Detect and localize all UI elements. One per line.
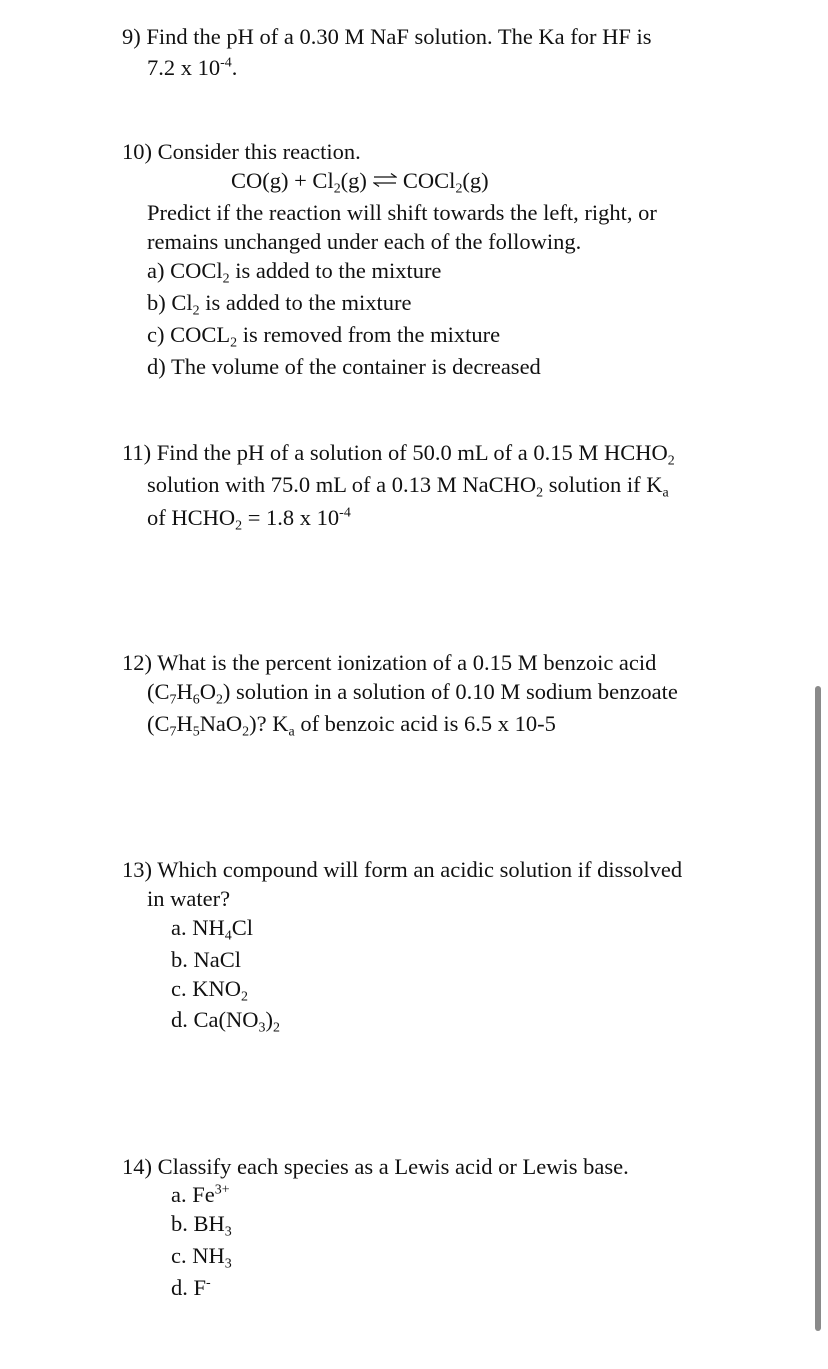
vertical-scrollbar[interactable] xyxy=(815,686,821,1331)
q12-line-2: $(C_7H_6O_2)$ solution in a solution of 0.10 M sodium benzoate xyxy=(147,679,678,708)
q10-line-3: remains unchanged under each of the following. xyxy=(147,229,582,254)
q10-line-2: Predict if the reaction will shift towards the left, right, or xyxy=(147,200,657,225)
q13-option-d: d. $Ca(NO_3)_2$ xyxy=(171,1007,280,1036)
q9-line-1: 9) Find the pH of a 0.30 M NaF solution. The Ka for HF is xyxy=(122,24,652,49)
q12-line-3: $(C_7H_5NaO_2)$? $K_a$ of benzoic acid is 6.5 x 10-5 xyxy=(147,711,556,740)
q10-option-a: a) COCl$_2$ is added to the mixture xyxy=(147,258,442,287)
q10-option-b: b) $Cl_2$ is added to the mixture xyxy=(147,290,412,319)
q13-option-a: a. $NH_4Cl$ xyxy=(171,915,253,944)
q12-line-1: 12) What is the percent ionization of a 0.15 M benzoic acid xyxy=(122,650,657,675)
q13-option-c: c. $KNO_2$ xyxy=(171,976,248,1005)
q13-line-2: in water? xyxy=(147,886,231,911)
q14-option-a: a. $Fe^{3+}$ xyxy=(171,1182,230,1207)
q10-equation: $CO(g) + Cl_2(g)$ COCl$_2$(g) xyxy=(231,168,489,197)
q14-option-d: d. F- xyxy=(171,1275,211,1300)
q13-option-b: b. NaCl xyxy=(171,947,241,972)
q10-intro: 10) Consider this reaction. xyxy=(122,139,361,164)
q14-option-c: c. $NH_3$ xyxy=(171,1243,232,1272)
q14-line-1: 14) Classify each species as a Lewis acid or Lewis base. xyxy=(122,1154,629,1179)
equilibrium-arrow-icon xyxy=(373,173,397,187)
q11-line-2: solution with 75.0 mL of a 0.13 M NaCHO$_2$ solution if $K_a$ xyxy=(147,472,669,501)
q9-line-2: 7.2 x $10^{-4}$. xyxy=(147,55,238,80)
q14-option-b: b. $BH_3$ xyxy=(171,1211,232,1240)
q11-line-1: 11) Find the pH of a solution of 50.0 mL of a 0.15 M $HCHO_2$ xyxy=(122,440,675,469)
q10-option-d: d) The volume of the container is decreased xyxy=(147,354,541,379)
q11-line-3: of $HCHO_2 = 1.8$ x $10^{-4}$ xyxy=(147,505,351,534)
q10-option-c: c) $COCL_2$ is removed from the mixture xyxy=(147,322,501,351)
q13-line-1: 13) Which compound will form an acidic solution if dissolved xyxy=(122,857,683,882)
